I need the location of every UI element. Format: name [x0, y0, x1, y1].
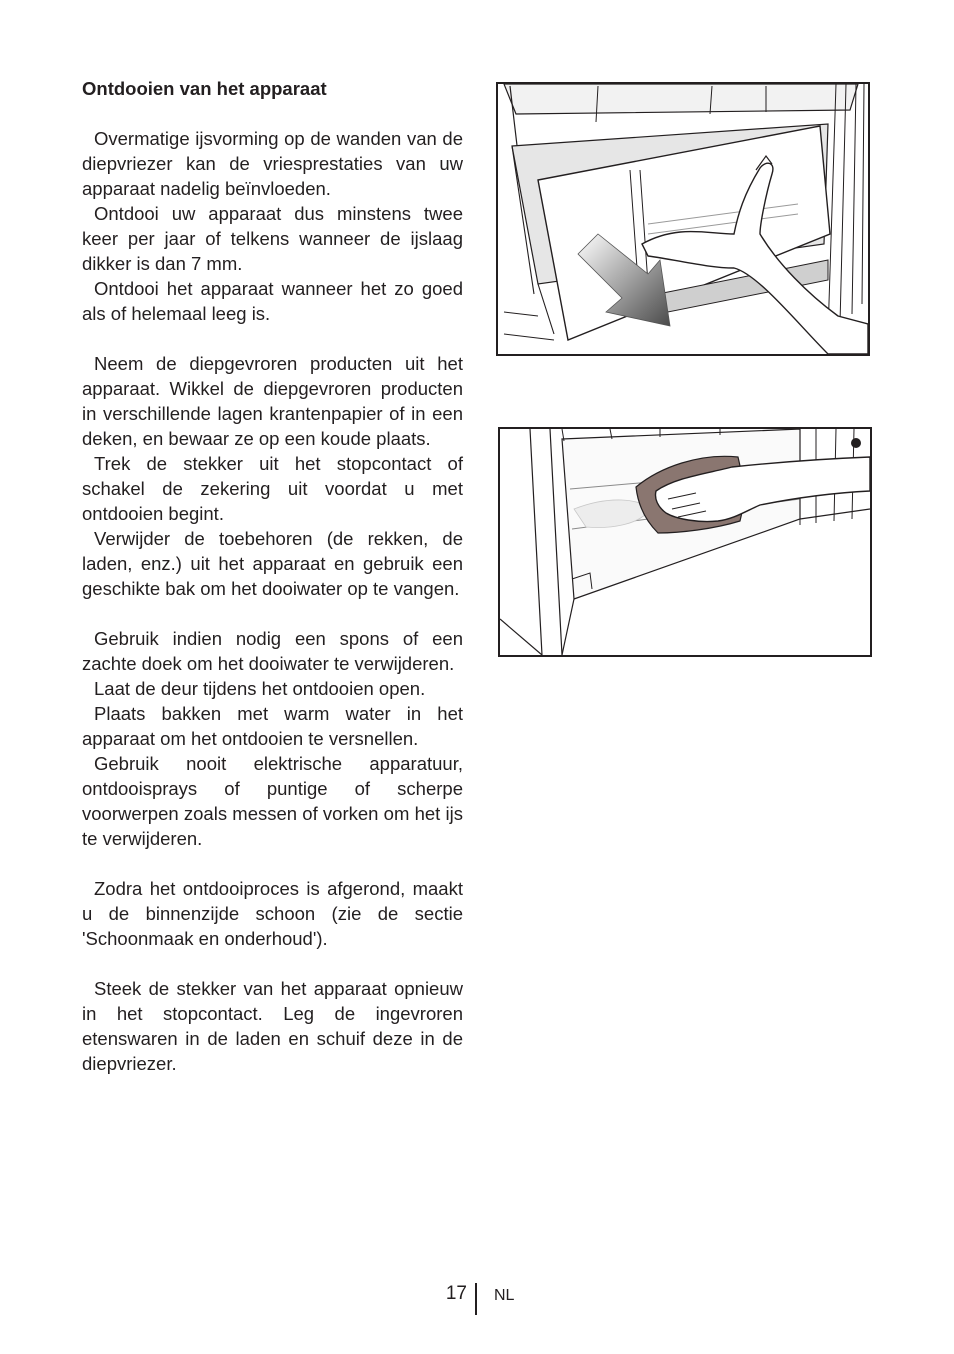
- paragraph: Ontdooi uw apparaat dus minstens twee keer per jaar of telkens wanneer de ijslaag dikker is dan 7 mm.: [82, 203, 463, 274]
- paragraph: Trek de stekker uit het stopcontact of schakel de zekering uit voordat u met ontdooien begint.: [82, 453, 463, 524]
- paragraph-gap: [82, 601, 463, 626]
- paragraph: Plaats bakken met warm water in het apparaat om het ontdooien te versnellen.: [82, 703, 463, 749]
- paragraph: Ontdooi het apparaat wanneer het zo goed als of helemaal leeg is.: [82, 278, 463, 324]
- paragraph: Overmatige ijsvorming op de wanden van de diepvriezer kan de vriesprestaties van uw apparaat nadelig beïnvloeden.: [82, 128, 463, 199]
- paragraph: Laat de deur tijdens het ontdooien open.: [94, 678, 426, 699]
- paragraph: Verwijder de toebehoren (de rekken, de laden, enz.) uit het apparaat en gebruik een geschikte bak om het dooiwater op te vangen.: [82, 528, 463, 599]
- paragraph-gap: [82, 851, 463, 876]
- drawer-removal-illustration: [496, 82, 870, 356]
- language-code: NL: [494, 1287, 515, 1304]
- page-number: 17: [445, 1283, 467, 1304]
- cleaning-interior-illustration: [498, 427, 872, 657]
- paragraph: Gebruik indien nodig een spons of een zachte doek om het dooiwater te verwijderen.: [82, 628, 463, 674]
- paragraph: Steek de stekker van het apparaat opnieuw in het stopcontact. Leg de ingevroren etenswaren in de laden en schuif deze in de diepvriezer.: [82, 978, 463, 1074]
- page-footer: [0, 1281, 954, 1315]
- text-column: [82, 76, 463, 1076]
- section-title: Ontdooien van het apparaat: [82, 78, 327, 99]
- paragraph-gap: [82, 326, 463, 351]
- paragraph-gap: [82, 951, 463, 976]
- footer-divider: [475, 1283, 477, 1315]
- paragraph: Zodra het ontdooiproces is afgerond, maakt u de binnenzijde schoon (zie de sectie 'Schoonmaak en onderhoud').: [82, 878, 463, 949]
- paragraph: Neem de diepgevroren producten uit het apparaat. Wikkel de diepgevroren producten in verschillende lagen krantenpapier of in een deken, en bewaar ze op een koude plaats.: [82, 353, 463, 449]
- paragraph: Gebruik nooit elektrische apparatuur, ontdooisprays of puntige of scherpe voorwerpen zoals messen of vorken om het ijs te verwijderen.: [82, 753, 463, 849]
